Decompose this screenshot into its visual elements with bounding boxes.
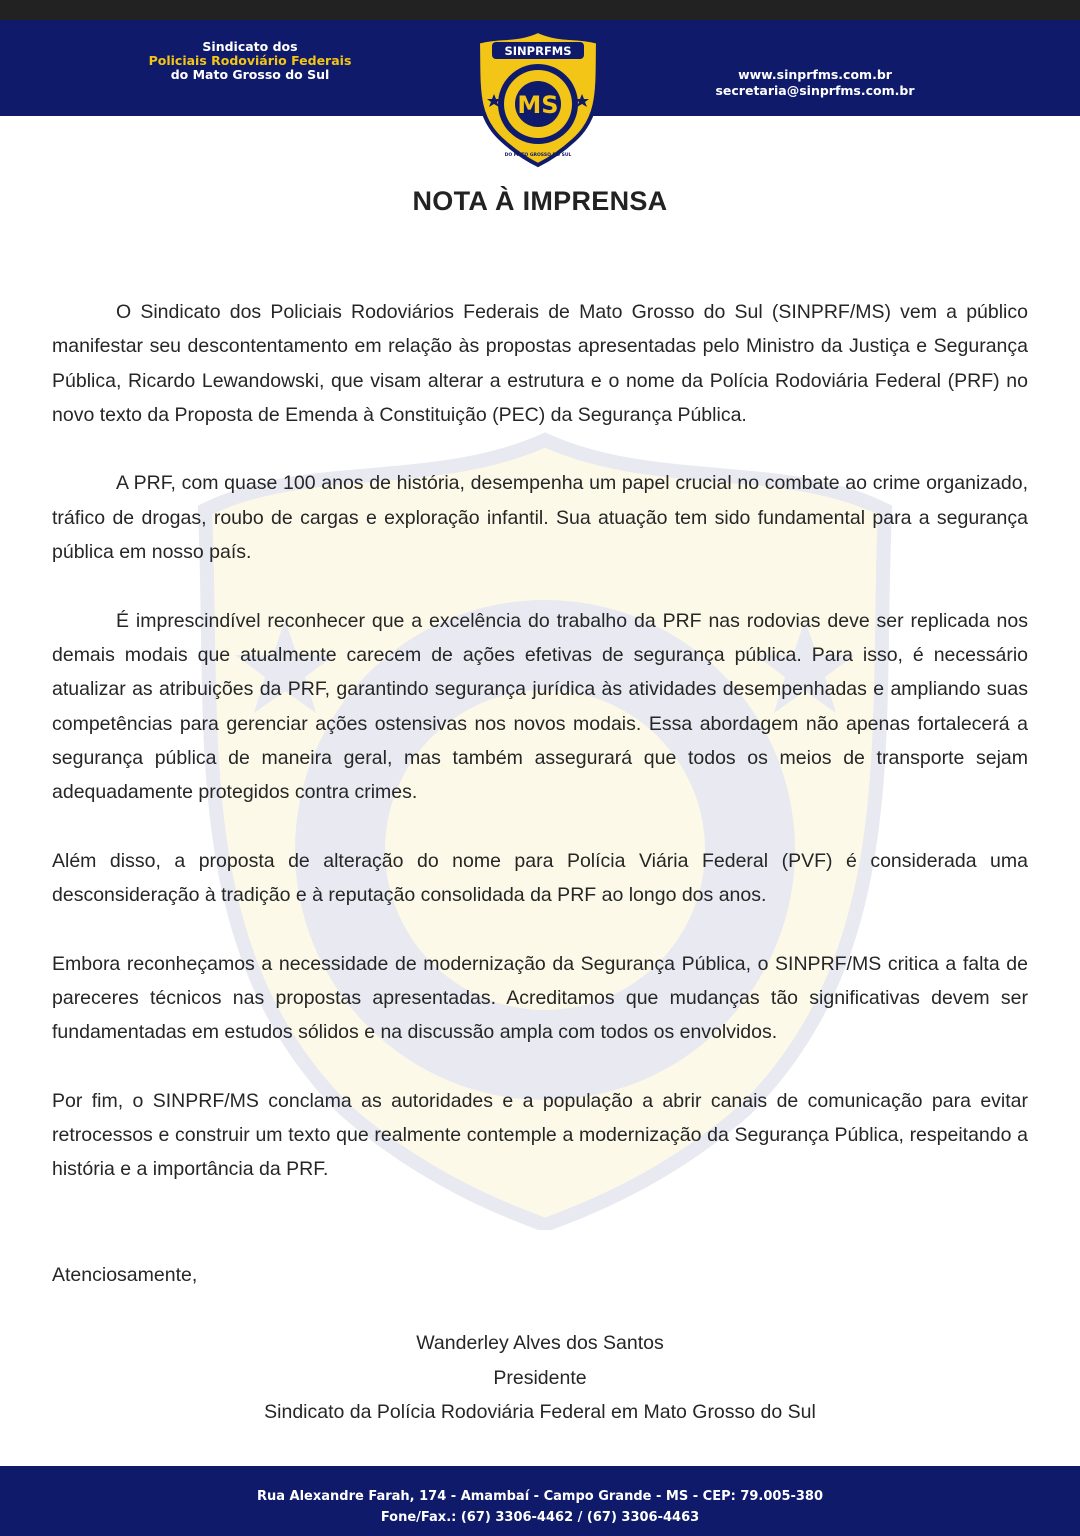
press-note-body [52, 295, 1028, 1221]
logo-top-text: SINPRFMS [504, 44, 572, 58]
footer-phone: Fone/Fax.: (67) 3306-4462 / (67) 3306-4463 [380, 1510, 700, 1525]
paragraph: A PRF, com quase 100 anos de história, desempenha um papel crucial no combate ao crime organizado, tráfico de drogas, roubo de cargas e exploração infantil. Sua atuação tem sido fundamental para a segurança pública em nosso país. [52, 472, 1028, 564]
contact-block [690, 67, 940, 99]
footer-address: Rua Alexandre Farah, 174 - Amambaí - Campo Grande - MS - CEP: 79.005-380 [256, 1489, 824, 1504]
sinprfms-logo [474, 28, 602, 168]
page-title: NOTA À IMPRENSA [412, 186, 668, 216]
org-name-line-3: do Mato Grosso do Sul [170, 67, 330, 82]
signature-block [0, 1326, 1080, 1430]
email-text: secretaria@sinprfms.com.br [715, 83, 915, 98]
closing-salutation: Atenciosamente, [52, 1264, 198, 1286]
signatory-organization: Sindicato da Polícia Rodoviária Federal em Mato Grosso do Sul [264, 1401, 816, 1423]
website-text: www.sinprfms.com.br [738, 67, 892, 82]
paragraph: Além disso, a proposta de alteração do nome para Polícia Viária Federal (PVF) é considerada uma desconsideração à tradição e à reputação consolidada da PRF ao longo dos anos. [52, 849, 1028, 907]
logo-center-text: MS [517, 91, 559, 119]
signatory-name: Wanderley Alves dos Santos [416, 1332, 664, 1354]
paragraph: Embora reconheçamos a necessidade de modernização da Segurança Pública, o SINPRF/MS critica a falta de pareceres técnicos nas propostas apresentadas. Acreditamos que mudanças tão significativas devem ser fundamentadas em estudos sólidos e na discussão ampla com todos os envolvidos. [52, 952, 1028, 1044]
signatory-role: Presidente [493, 1366, 587, 1389]
organization-name-block [130, 40, 370, 82]
paragraph: O Sindicato dos Policiais Rodoviários Federais de Mato Grosso do Sul (SINPRF/MS) vem a público manifestar seu descontentamento em relação às propostas apresentadas pelo Ministro da Justiça e Segurança Pública, Ricardo Lewandowski, que visam alterar a estrutura e o nome da Polícia Rodoviária Federal (PRF) no novo texto da Proposta de Emenda à Constituição (PEC) da Segurança Pública. [52, 301, 1028, 426]
org-name-line-1: Sindicato dos [202, 39, 298, 54]
paragraph: É imprescindível reconhecer que a excelência do trabalho da PRF nas rodovias deve ser replicada nos demais modais que atualmente carecem de ações efetivas de segurança pública. Para isso, é necessário atualizar as atribuições da PRF, garantindo segurança jurídica às atividades desempenhadas e ampliando suas competências para gerenciar ações ostensivas nos novos modais. Essa abordagem não apenas fortalecerá a segurança pública de maneira geral, mas também assegurará que todos os meios de transporte sejam adequadamente protegidos contra crimes. [52, 609, 1028, 804]
top-dark-strip [0, 0, 1080, 20]
org-name-line-2: Policiais Rodoviário Federais [148, 53, 352, 68]
letterhead-footer [0, 1466, 1080, 1536]
logo-bottom-text: DO MATO GROSSO DO SUL [504, 153, 572, 158]
paragraph: Por fim, o SINPRF/MS conclama as autoridades e a população a abrir canais de comunicação para evitar retrocessos e construir um texto que realmente contemple a modernização da Segurança Pública, respeitando a história e a importância da PRF. [52, 1089, 1028, 1181]
